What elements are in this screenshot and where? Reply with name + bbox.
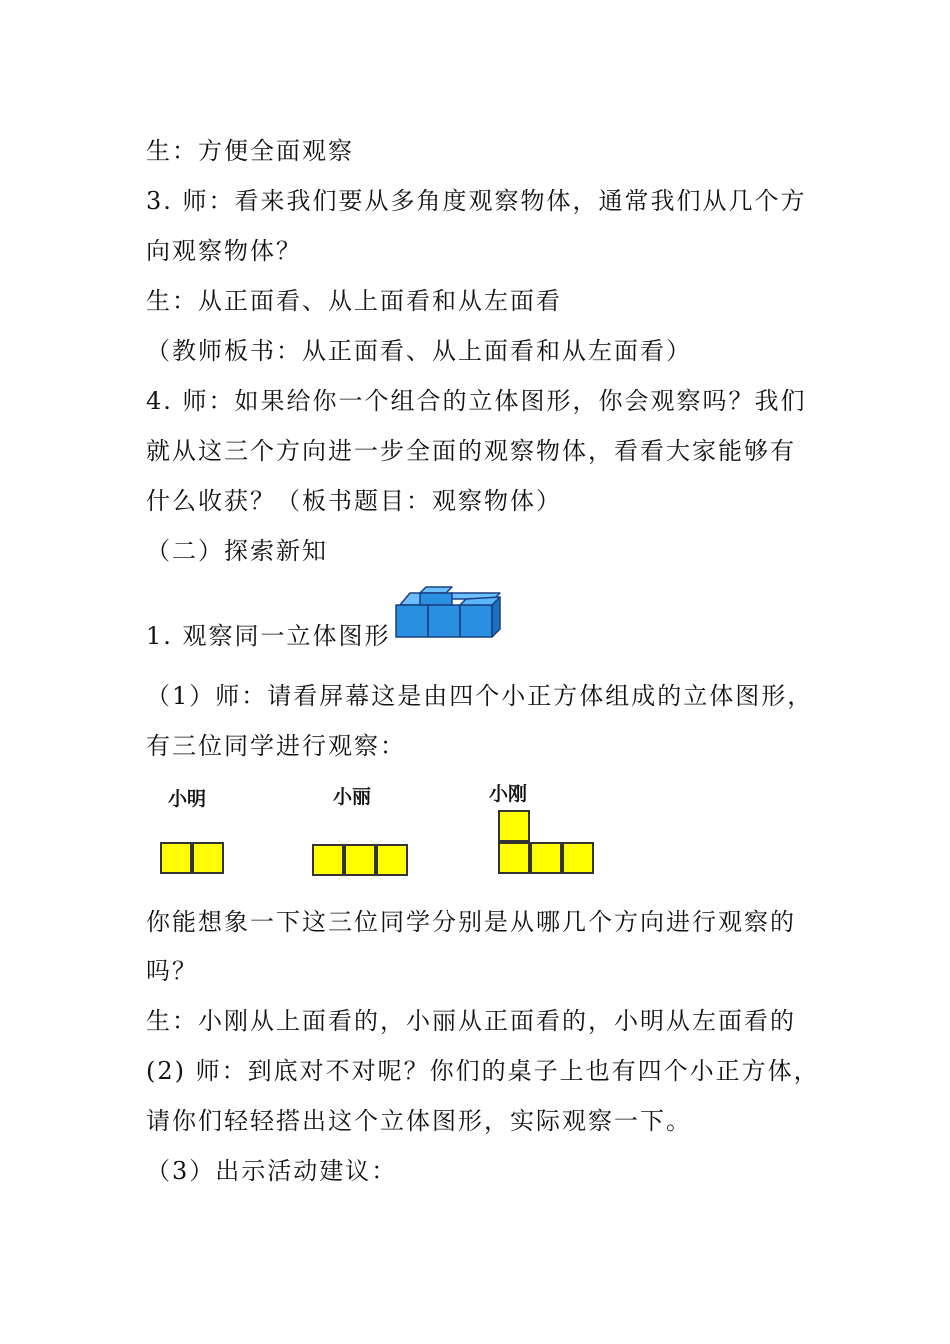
text-line-6: 4. 师：如果给你一个组合的立体图形，你会观察吗？我们 [146, 387, 807, 415]
text-line-14: 吗？ [146, 957, 198, 985]
text-line-15: 生：小刚从上面看的，小丽从正面看的，小明从左面看的 [146, 1007, 796, 1035]
yellow-square [344, 844, 376, 876]
cube-figure [394, 583, 504, 641]
text-line-8: 什么收获？（板书题目：观察物体） [146, 487, 562, 515]
text-line-18: （3）出示活动建议： [146, 1157, 398, 1185]
yellow-square [498, 810, 530, 842]
text-line-2: 3. 师：看来我们要从多角度观察物体，通常我们从几个方 [146, 187, 807, 215]
view-label-xiaoli: 小丽 [333, 786, 372, 808]
yellow-square [562, 842, 594, 874]
yellow-square [530, 842, 562, 874]
text-line-17: 请你们轻轻搭出这个立体图形，实际观察一下。 [146, 1107, 692, 1135]
text-line-5: （教师板书：从正面看、从上面看和从左面看） [146, 337, 692, 365]
yellow-square [192, 842, 224, 874]
yellow-square [498, 842, 530, 874]
yellow-square [376, 844, 408, 876]
text-line-7: 就从这三个方向进一步全面的观察物体，看看大家能够有 [146, 437, 796, 465]
text-line-3: 向观察物体？ [146, 237, 302, 265]
text-line-1: 生：方便全面观察 [146, 137, 354, 165]
section-heading: （二）探索新知 [146, 537, 328, 565]
text-line-13: 你能想象一下这三位同学分别是从哪几个方向进行观察的 [146, 908, 796, 936]
yellow-square [160, 842, 192, 874]
text-line-16: (2) 师：到底对不对呢？你们的桌子上也有四个小正方体， [146, 1057, 820, 1085]
text-line-11: （1）师：请看屏幕这是由四个小正方体组成的立体图形， [146, 682, 814, 710]
text-line-4: 生：从正面看、从上面看和从左面看 [146, 287, 562, 315]
view-label-xiaoming: 小明 [168, 788, 207, 810]
text-line-12: 有三位同学进行观察： [146, 732, 406, 760]
yellow-square [312, 844, 344, 876]
view-label-xiaogang: 小刚 [489, 783, 528, 805]
text-line-10: 1. 观察同一立体图形 [146, 622, 391, 650]
